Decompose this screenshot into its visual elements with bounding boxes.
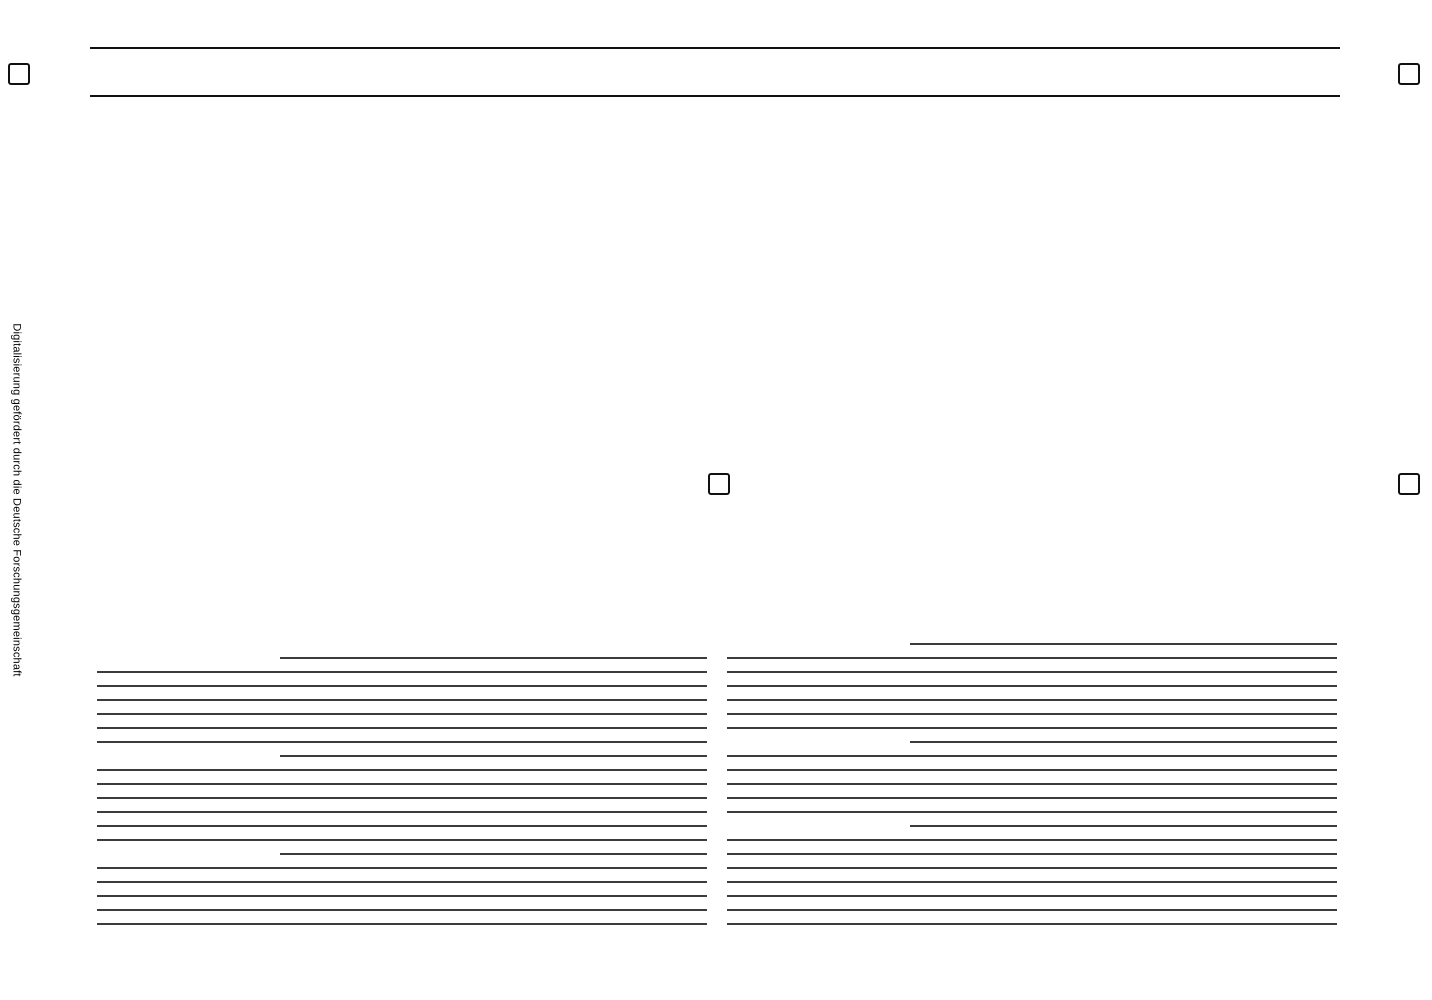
text-line: [727, 811, 1337, 813]
text-line: [97, 671, 707, 673]
page-header-band: [90, 47, 1340, 97]
text-line: [727, 923, 1337, 925]
text-line: [727, 685, 1337, 687]
text-line: [727, 867, 1337, 869]
text-line: [727, 909, 1337, 911]
credit-sidebar: [6, 10, 28, 990]
margin-marker: [1398, 473, 1420, 495]
text-line: [97, 895, 707, 897]
text-line: [727, 699, 1337, 701]
text-line: [97, 825, 707, 827]
margin-marker: [1398, 63, 1420, 85]
text-line: [97, 685, 707, 687]
text-line: [97, 811, 707, 813]
text-line: [727, 727, 1337, 729]
text-line: [97, 713, 707, 715]
text-line: [97, 797, 707, 799]
text-line: [727, 713, 1337, 715]
text-line: [727, 895, 1337, 897]
text-line: [97, 923, 707, 925]
text-line: [280, 853, 707, 855]
text-line: [910, 741, 1337, 743]
text-line: [97, 783, 707, 785]
text-line: [280, 657, 707, 659]
credit-text: Digitalisierung gefördert durch die Deutsche Forschungsgemeinschaft: [11, 323, 24, 677]
text-line: [727, 769, 1337, 771]
text-line: [910, 825, 1337, 827]
text-line: [727, 797, 1337, 799]
text-line: [280, 755, 707, 757]
text-line: [727, 853, 1337, 855]
text-line: [97, 727, 707, 729]
text-line: [97, 699, 707, 701]
text-line: [727, 839, 1337, 841]
text-line: [97, 769, 707, 771]
text-line: [97, 867, 707, 869]
text-line: [727, 657, 1337, 659]
text-line: [97, 881, 707, 883]
text-line: [727, 881, 1337, 883]
text-line: [910, 643, 1337, 645]
text-line: [727, 755, 1337, 757]
text-line: [97, 741, 707, 743]
text-line: [727, 671, 1337, 673]
left-text-column: [727, 105, 1337, 925]
text-line: [727, 783, 1337, 785]
text-line: [97, 909, 707, 911]
text-line: [97, 839, 707, 841]
margin-marker: [708, 473, 730, 495]
right-text-column: [97, 105, 707, 925]
